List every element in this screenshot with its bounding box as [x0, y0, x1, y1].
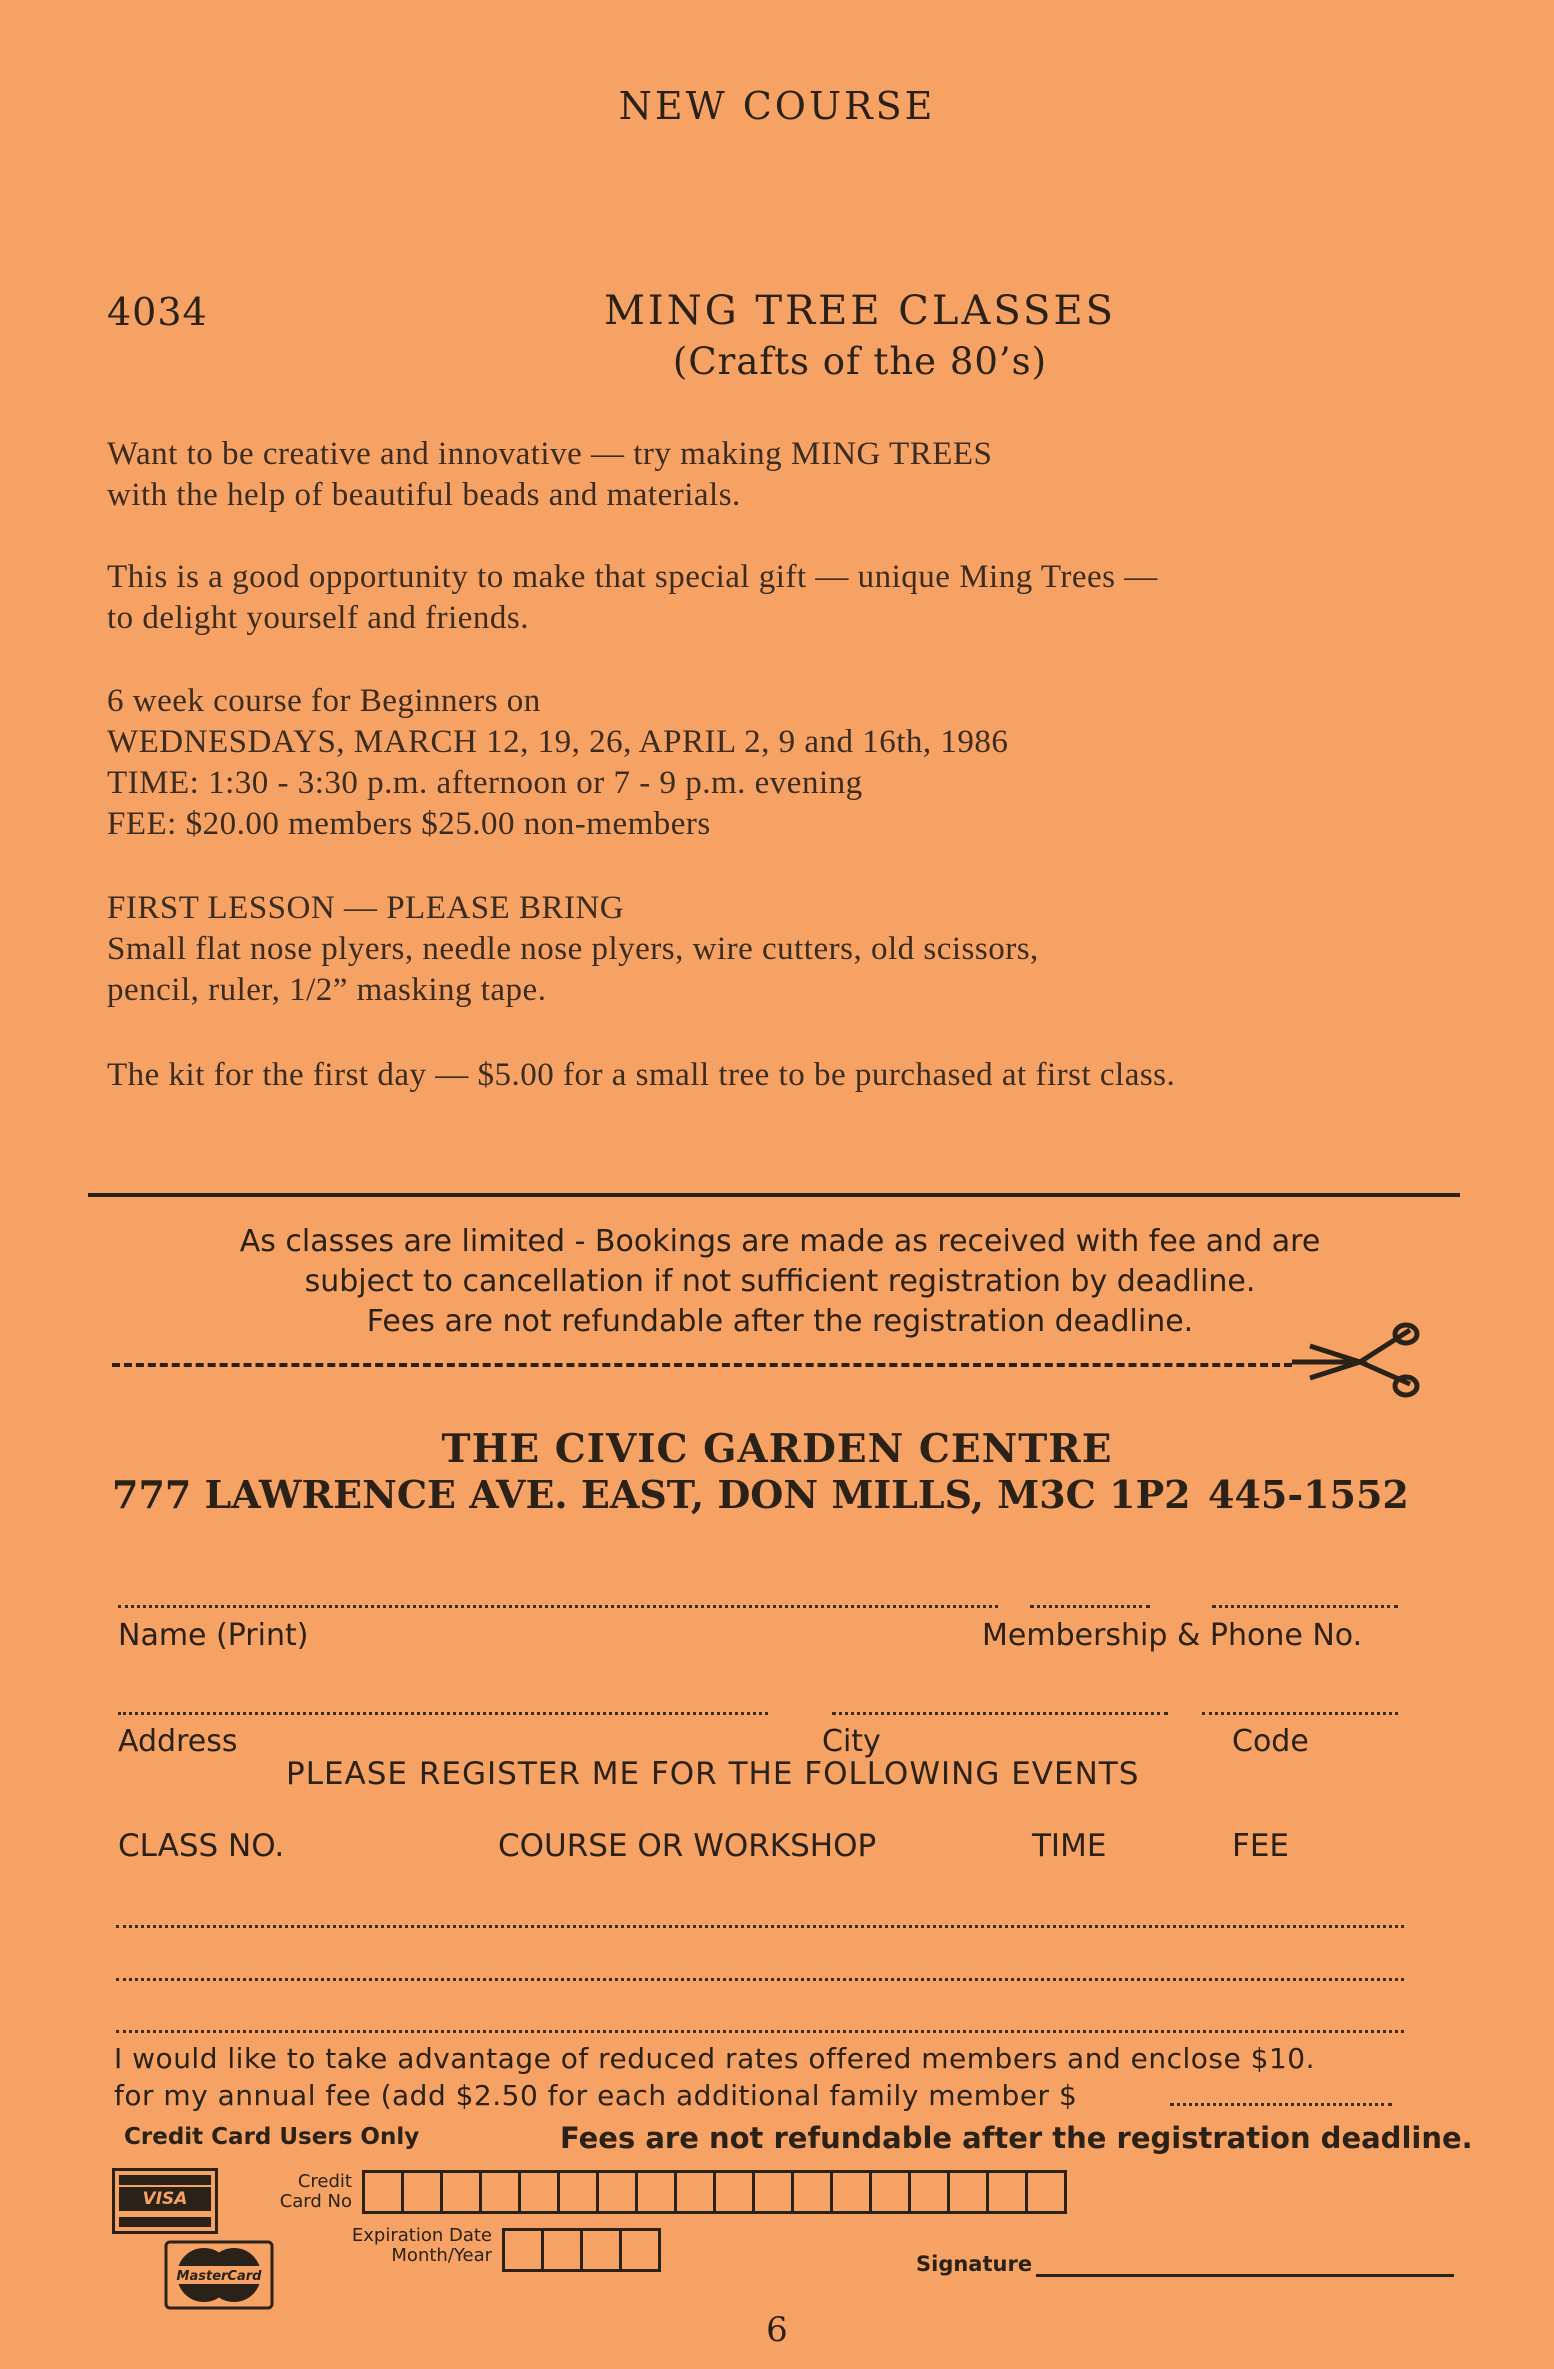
credit-card-label	[272, 2172, 352, 2212]
membership-label: Membership & Phone No.	[982, 1618, 1363, 1653]
schedule-line: TIME: 1:30 - 3:30 p.m. afternoon or 7 - 9 p.m. evening	[107, 765, 863, 801]
digit-box[interactable]	[401, 2170, 443, 2214]
column-fee: FEE	[1232, 1828, 1290, 1864]
gift-paragraph	[107, 557, 1158, 639]
schedule-paragraph	[107, 681, 1008, 845]
code-field[interactable]	[1202, 1712, 1398, 1715]
organization-name: THE CIVIC GARDEN CENTRE	[441, 1426, 1113, 1472]
credit-card-number-field[interactable]	[365, 2170, 1067, 2214]
gift-line: to delight yourself and friends.	[107, 600, 529, 636]
offer-line: for my annual fee (add $2.50 for each additional family member $	[114, 2079, 1078, 2112]
digit-box[interactable]	[752, 2170, 794, 2214]
expiration-label	[340, 2226, 492, 2266]
bring-line: pencil, ruler, 1/2” masking tape.	[107, 972, 547, 1008]
digit-box[interactable]	[619, 2228, 661, 2272]
scissors-icon	[1290, 1322, 1420, 1402]
schedule-line: WEDNESDAYS, MARCH 12, 19, 26, APRIL 2, 9 and 16th, 1986	[107, 724, 1009, 760]
digit-box[interactable]	[830, 2170, 872, 2214]
column-class-no: CLASS NO.	[118, 1828, 285, 1864]
course-subtitle: (Crafts of the 80’s)	[672, 340, 1048, 383]
credit-card-label-line: Credit	[297, 2171, 352, 2192]
expiration-label-line: Expiration Date	[351, 2225, 492, 2246]
bring-paragraph	[107, 888, 1039, 1011]
signature-field[interactable]	[1036, 2274, 1454, 2277]
event-entry-line[interactable]	[116, 1978, 1404, 1981]
bring-line: Small flat nose plyers, needle nose plyers, wire cutters, old scissors,	[107, 931, 1039, 967]
code-label: Code	[1232, 1724, 1309, 1759]
intro-paragraph	[107, 434, 992, 516]
expiration-label-line: Month/Year	[391, 2245, 492, 2266]
credit-card-users-label: Credit Card Users Only	[124, 2124, 420, 2150]
digit-box[interactable]	[440, 2170, 482, 2214]
page-number: 6	[766, 2310, 788, 2350]
digit-box[interactable]	[947, 2170, 989, 2214]
address-field[interactable]	[118, 1712, 768, 1715]
cut-line	[112, 1363, 1292, 1367]
digit-box[interactable]	[362, 2170, 404, 2214]
membership-field[interactable]	[1030, 1605, 1150, 1608]
booking-notice	[100, 1222, 1460, 1342]
expiration-date-field[interactable]	[505, 2228, 661, 2272]
digit-box[interactable]	[557, 2170, 599, 2214]
notice-line: subject to cancellation if not sufficient registration by deadline.	[304, 1264, 1256, 1299]
event-entry-line[interactable]	[116, 2030, 1404, 2033]
organization-phone: 445-1552	[1208, 1472, 1409, 1517]
city-field[interactable]	[832, 1712, 1168, 1715]
digit-box[interactable]	[635, 2170, 677, 2214]
refund-notice: Fees are not refundable after the registration deadline.	[560, 2121, 1473, 2155]
schedule-line: FEE: $20.00 members $25.00 non-members	[107, 806, 711, 842]
phone-field[interactable]	[1212, 1605, 1398, 1608]
course-title: MING TREE CLASSES	[603, 288, 1117, 334]
mastercard-logo	[164, 2240, 274, 2310]
notice-line: As classes are limited - Bookings are made as received with fee and are	[239, 1224, 1321, 1259]
visa-logo-text: VISA	[119, 2187, 211, 2211]
intro-line: Want to be creative and innovative — try making MING TREES	[107, 436, 993, 472]
organization-address: 777 LAWRENCE AVE. EAST, DON MILLS, M3C 1P2	[112, 1472, 1191, 1517]
digit-box[interactable]	[791, 2170, 833, 2214]
address-label: Address	[118, 1724, 238, 1759]
family-fee-field[interactable]	[1170, 2103, 1392, 2106]
credit-card-label-line: Card No	[279, 2191, 352, 2212]
signature-label: Signature	[916, 2252, 1033, 2276]
visa-logo	[112, 2168, 218, 2234]
digit-box[interactable]	[479, 2170, 521, 2214]
membership-offer	[114, 2040, 1315, 2114]
digit-box[interactable]	[869, 2170, 911, 2214]
page-header: NEW COURSE	[618, 84, 936, 128]
gift-line: This is a good opportunity to make that special gift — unique Ming Trees —	[107, 559, 1158, 595]
column-time: TIME	[1032, 1828, 1107, 1864]
kit-paragraph	[107, 1055, 1175, 1096]
digit-box[interactable]	[596, 2170, 638, 2214]
mastercard-logo-text: MasterCard	[176, 2269, 262, 2284]
notice-line: Fees are not refundable after the registration deadline.	[366, 1304, 1194, 1339]
column-course: COURSE OR WORKSHOP	[498, 1828, 877, 1864]
name-label: Name (Print)	[118, 1618, 309, 1653]
course-number: 4034	[107, 290, 208, 334]
bring-line: FIRST LESSON — PLEASE BRING	[107, 890, 625, 926]
section-divider	[88, 1193, 1460, 1197]
digit-box[interactable]	[580, 2228, 622, 2272]
digit-box[interactable]	[674, 2170, 716, 2214]
event-entry-line[interactable]	[116, 1925, 1404, 1928]
digit-box[interactable]	[541, 2228, 583, 2272]
schedule-line: 6 week course for Beginners on	[107, 683, 541, 719]
digit-box[interactable]	[986, 2170, 1028, 2214]
digit-box[interactable]	[502, 2228, 544, 2272]
digit-box[interactable]	[518, 2170, 560, 2214]
register-heading: PLEASE REGISTER ME FOR THE FOLLOWING EVENTS	[286, 1756, 1140, 1792]
city-label: City	[822, 1724, 881, 1759]
digit-box[interactable]	[1025, 2170, 1067, 2214]
name-field[interactable]	[118, 1605, 998, 1608]
offer-line: I would like to take advantage of reduced rates offered members and enclose $10.	[114, 2042, 1315, 2075]
digit-box[interactable]	[908, 2170, 950, 2214]
intro-line: with the help of beautiful beads and materials.	[107, 477, 741, 513]
digit-box[interactable]	[713, 2170, 755, 2214]
kit-line: The kit for the first day — $5.00 for a small tree to be purchased at first class.	[107, 1057, 1176, 1093]
